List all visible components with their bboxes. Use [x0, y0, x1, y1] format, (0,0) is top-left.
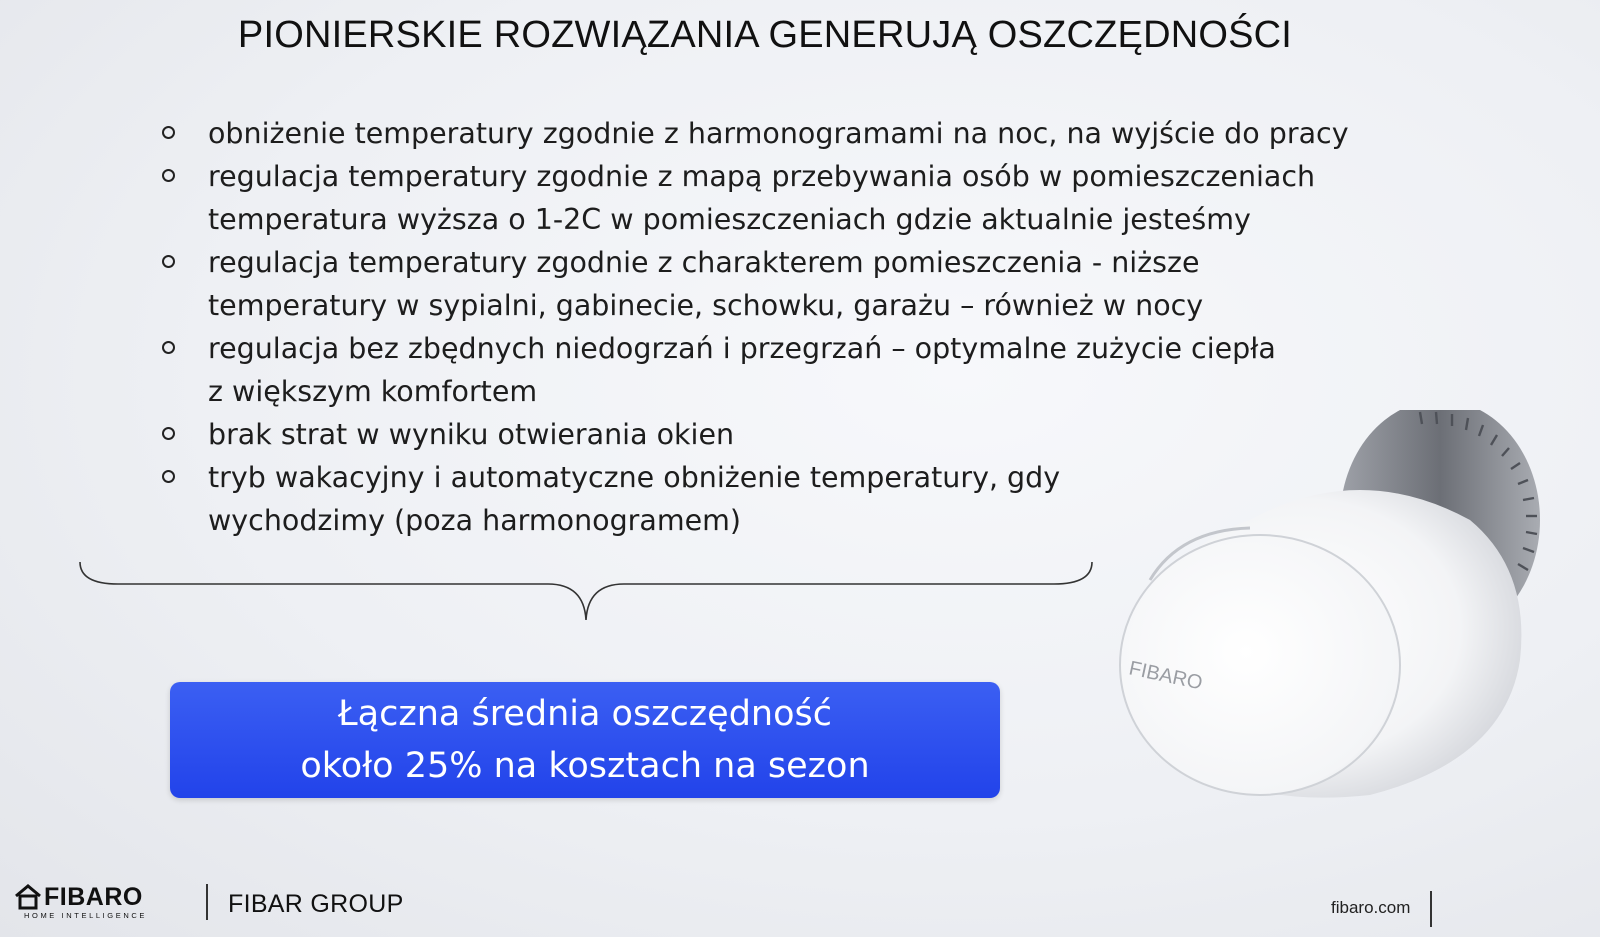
circle-bullet-icon: [162, 255, 175, 268]
list-item-line: regulacja temperatury zgodnie z mapą przebywania osób w pomieszczeniach: [208, 160, 1316, 193]
summary-line-2: około 25% na kosztach na sezon: [300, 746, 870, 786]
circle-bullet-icon: [162, 169, 175, 182]
footer-divider-right: [1430, 891, 1432, 927]
list-item-line: tryb wakacyjny i automatyczne obniżenie temperatury, gdy: [208, 461, 1061, 494]
circle-bullet-icon: [162, 126, 175, 139]
list-item-line: temperatura wyższa o 1-2C w pomieszczeniach gdzie aktualnie jesteśmy: [208, 203, 1251, 236]
company-name: FIBAR GROUP: [228, 890, 404, 918]
list-item-line: temperatury w sypialni, gabinecie, schowku, garażu – również w nocy: [208, 289, 1204, 322]
logo-subtitle: HOME INTELLIGENCE: [24, 911, 147, 920]
list-item: [162, 112, 1382, 155]
website-link[interactable]: fibaro.com: [1331, 898, 1411, 917]
circle-bullet-icon: [162, 470, 175, 483]
list-item-line: wychodzimy (poza harmonogramem): [208, 504, 742, 537]
circle-bullet-icon: [162, 427, 175, 440]
fibaro-logo: [14, 883, 147, 920]
list-item: [162, 241, 1382, 327]
list-item-line: regulacja bez zbędnych niedogrzań i przegrzań – optymalne zużycie ciepła: [208, 332, 1276, 365]
list-item-line: z większym komfortem: [208, 375, 538, 408]
slide-title: PIONIERSKIE ROZWIĄZANIA GENERUJĄ OSZCZĘDNOŚCI: [237, 14, 1293, 56]
list-item: [162, 327, 1382, 413]
list-item-line: brak strat w wyniku otwierania okien: [208, 418, 735, 451]
summary-line-1: Łączna średnia oszczędność: [337, 694, 833, 734]
footer-divider: [206, 884, 208, 920]
circle-bullet-icon: [162, 341, 175, 354]
device-brand-label: FIBARO: [1126, 657, 1205, 695]
curly-brace-divider: [78, 560, 1098, 640]
list-item-line: regulacja temperatury zgodnie z charakterem pomieszczenia - niższe: [208, 246, 1200, 279]
thermostat-head-image: [1110, 410, 1560, 810]
house-logo-icon: [14, 884, 42, 910]
list-item-line: obniżenie temperatury zgodnie z harmonogramami na noc, na wyjście do pracy: [208, 117, 1349, 150]
savings-summary-box: [170, 682, 1000, 798]
logo-text: FIBARO: [44, 883, 143, 911]
list-item: [162, 155, 1382, 241]
